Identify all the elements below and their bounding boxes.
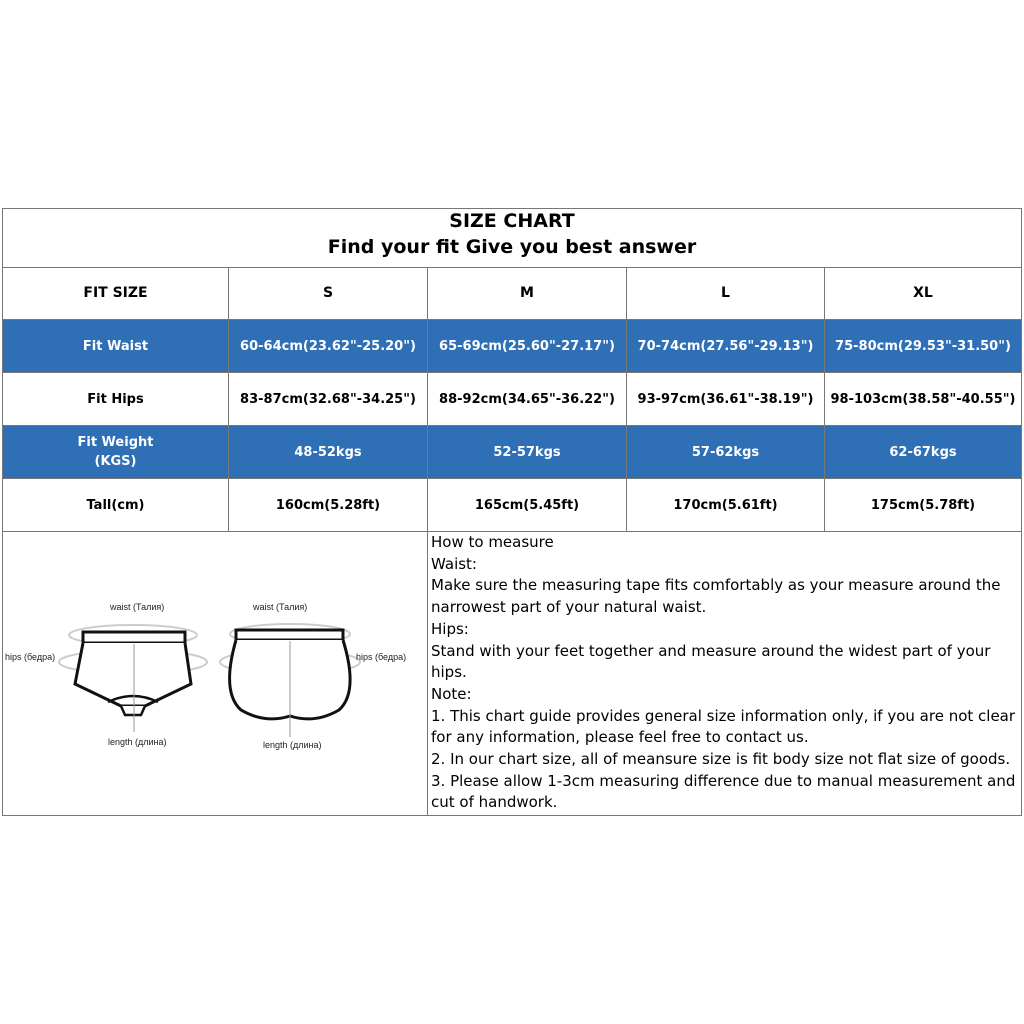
measurement-diagram <box>3 532 428 815</box>
row-label <box>3 426 229 478</box>
tall-row <box>3 479 1021 532</box>
row-label: Fit Hips <box>3 373 229 425</box>
row-label: Tall(cm) <box>3 479 229 531</box>
table-cell: 83-87cm(32.68"-34.25") <box>229 373 428 425</box>
row-label-line1: Fit Weight <box>77 435 154 450</box>
chart-title-main: SIZE CHART <box>449 210 575 232</box>
table-cell: 160cm(5.28ft) <box>229 479 428 531</box>
row-label-line2: (KGS) <box>94 454 137 469</box>
chart-title <box>3 209 1021 268</box>
table-cell: 62-67kgs <box>889 444 957 460</box>
table-cell: 165cm(5.45ft) <box>428 479 627 531</box>
size-chart <box>2 208 1022 816</box>
front-waist-label: waist (Талия) <box>110 602 165 612</box>
notes-item-2: 2. In our chart size, all of meansure size is fit body size not flat size of goods. <box>431 750 1011 769</box>
table-cell: 52-57kgs <box>428 426 627 478</box>
chart-subtitle: Find your fit Give you best answer <box>327 236 697 258</box>
table-cell: 70-74cm(27.56"-29.13") <box>627 320 825 372</box>
table-cell: 170cm(5.61ft) <box>627 479 825 531</box>
size-s: S <box>229 267 428 319</box>
notes-heading: How to measure <box>431 533 554 551</box>
notes-item-1: 1. This chart guide provides general size information only, if you are not clear for any information, please feel free to contact us. <box>431 706 1016 747</box>
table-cell: 75-80cm(29.53"-31.50") <box>835 338 1011 354</box>
back-briefs-icon <box>220 602 406 750</box>
back-length-label: length (длина) <box>263 740 322 750</box>
size-m: M <box>428 267 627 319</box>
table-cell: 57-62kgs <box>627 426 825 478</box>
front-hips-label: hips (бедра) <box>5 652 56 662</box>
size-l: L <box>627 267 825 319</box>
table-cell: 60-64cm(23.62"-25.20") <box>229 320 428 372</box>
table-cell: 93-97cm(36.61"-38.19") <box>627 373 825 425</box>
fit-hips-row <box>3 373 1021 426</box>
row-label: Fit Waist <box>3 320 229 372</box>
how-to-measure-notes <box>431 532 1017 814</box>
back-waist-label: waist (Талия) <box>253 602 308 612</box>
briefs-illustration <box>3 532 427 815</box>
front-briefs-icon <box>5 602 207 747</box>
front-length-label: length (длина) <box>108 737 167 747</box>
notes-item-3: 3. Please allow 1-3cm measuring difference due to manual measurement and cut of handwork. <box>431 771 1016 812</box>
notes-waist-text: Make sure the measuring tape fits comfortably as your measure around the narrowest part of your natural waist. <box>431 576 1001 617</box>
table-cell: 98-103cm(38.58"-40.55") <box>830 391 1016 407</box>
notes-waist-heading: Waist: <box>431 554 477 573</box>
size-xl: XL <box>913 284 933 301</box>
table-cell: 175cm(5.78ft) <box>870 497 976 513</box>
table-cell: 88-92cm(34.65"-36.22") <box>428 373 627 425</box>
fit-size-label: FIT SIZE <box>3 267 229 319</box>
measure-section <box>3 532 1021 815</box>
table-cell: 65-69cm(25.60"-27.17") <box>428 320 627 372</box>
table-cell: 48-52kgs <box>229 426 428 478</box>
fit-waist-row <box>3 320 1021 373</box>
back-hips-label: hips (бедра) <box>356 652 407 662</box>
fit-weight-row <box>3 426 1021 479</box>
notes-note-heading: Note: <box>431 684 472 703</box>
notes-hips-text: Stand with your feet together and measure around the widest part of your hips. <box>431 641 991 682</box>
notes-hips-heading: Hips: <box>431 619 469 638</box>
size-header-row <box>3 267 1021 320</box>
